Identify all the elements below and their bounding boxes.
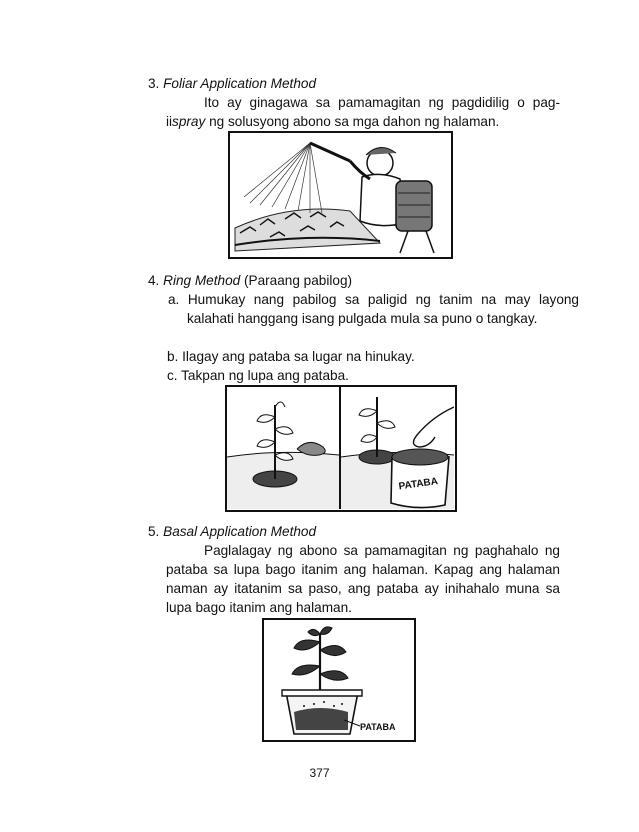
ring-step-c: c. Takpan ng lupa ang pataba. bbox=[167, 368, 349, 383]
sack-label: PATABA bbox=[398, 476, 439, 493]
ring-step-b: b. Ilagay ang pataba sa lugar na hinukay. bbox=[167, 349, 415, 364]
basal-pot-illustration bbox=[262, 618, 416, 742]
section-5-heading bbox=[148, 522, 316, 541]
foliar-spray-drawing bbox=[230, 133, 450, 256]
ring-method-illustration bbox=[225, 385, 457, 512]
section-3-heading bbox=[148, 74, 316, 93]
section-4-subtitle: (Paraang pabilog) bbox=[240, 273, 353, 288]
section-5-number: 5. bbox=[148, 524, 160, 539]
section-3-title: Foliar Application Method bbox=[163, 76, 317, 91]
foliar-spray-illustration bbox=[228, 131, 453, 259]
ring-step-a: a. Humukay nang pabilog sa paligid ng tanim na may layong kalahati hanggang isang pulgada mula sa puno o tangkay. bbox=[168, 292, 579, 326]
section-5-body: Paglalagay ng abono sa pamamagitan ng paghahalo ng pataba sa lupa bago itanim ang halaman. Kapag ang halaman naman ay itatanim sa paso, ang pataba ay inihahalo muna sa lupa bago itanim ang halaman. bbox=[166, 543, 560, 615]
page-number: 377 bbox=[309, 766, 330, 780]
section-3-number: 3. bbox=[148, 76, 160, 91]
section-4-heading bbox=[148, 271, 352, 290]
basal-pot-drawing bbox=[264, 620, 413, 739]
pot-label: PATABA bbox=[360, 722, 396, 732]
section-5-title: Basal Application Method bbox=[163, 524, 317, 539]
section-3-body: Ito ay ginagawa sa pamamagitan ng pagdidilig o pag-iispray ng solusyong abono sa mga dahon ng halaman. bbox=[166, 95, 560, 129]
section-4-title: Ring Method bbox=[163, 273, 241, 288]
ring-method-drawing bbox=[227, 387, 454, 509]
section-4-number: 4. bbox=[148, 273, 160, 288]
